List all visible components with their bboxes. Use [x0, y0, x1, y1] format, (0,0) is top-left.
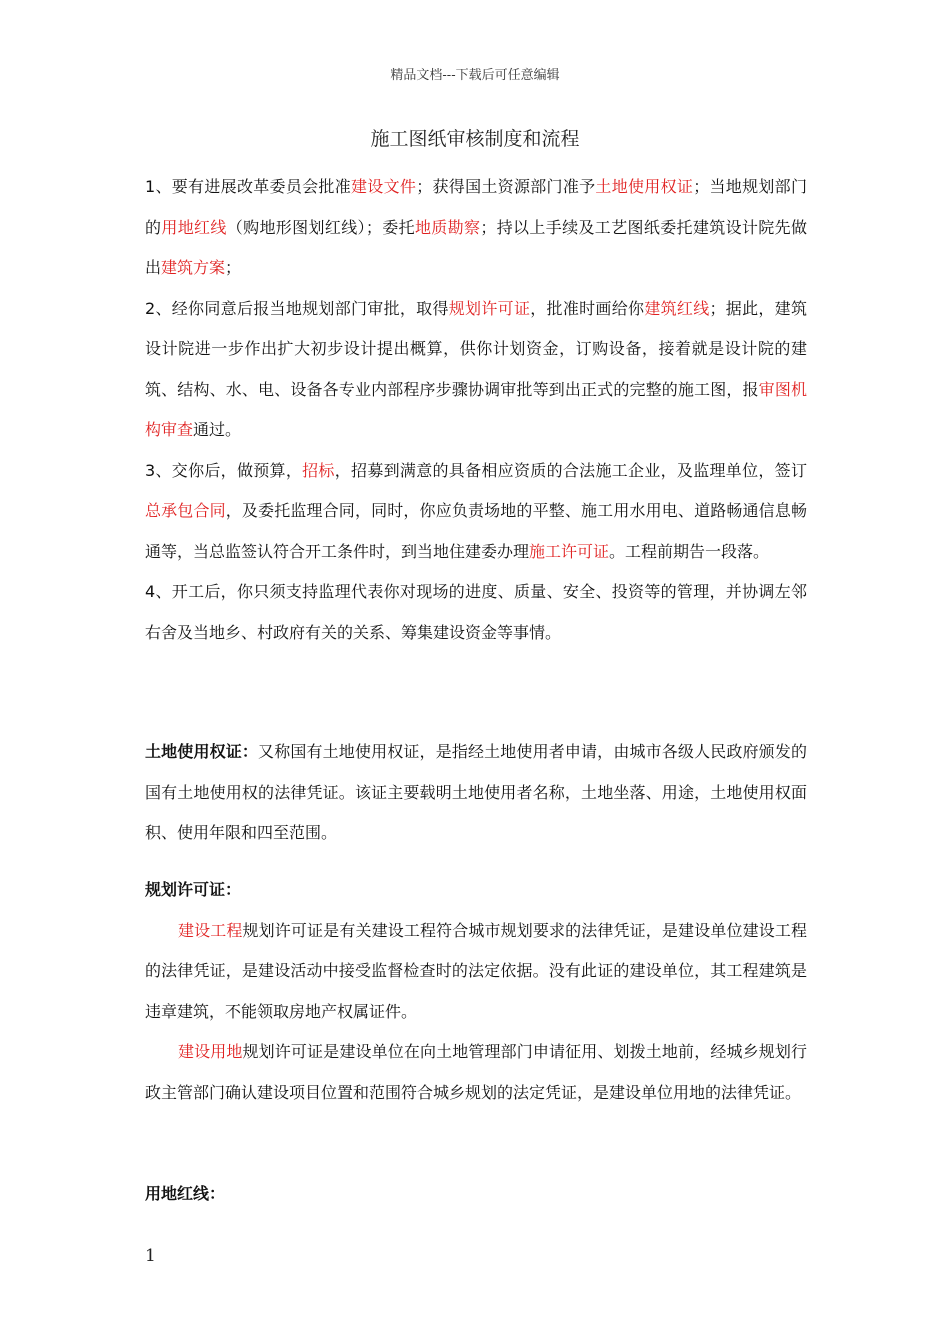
planning-permit-heading: 规划许可证： [145, 880, 242, 899]
term-construction-land: 建设用地 [178, 1042, 243, 1061]
construction-project-permit-paragraph: 建设工程规划许可证是有关建设工程符合城市规划要求的法律凭证，是建设单位建设工程的法律凭证，是建设活动中接受监督检查时的法定依据。没有此证的建设单位，其工程建筑是违章建筑，不能领取房地产权属证件。 [145, 920, 807, 1021]
term-building-redline: 建筑红线 [644, 298, 710, 318]
term-planning-permit: 规划许可证 [448, 298, 531, 318]
term-land-use-certificate: 土地使用权证 [595, 177, 694, 196]
page-number: 1 [145, 1246, 156, 1266]
term-drawing-review: 审图机构审查 [145, 379, 807, 439]
land-certificate-definition: 土地使用权证：又称国有土地使用权证，是指经土地使用者申请，由城市各级人民政府颁发的国有土地使用权的法律凭证。该证主要载明土地使用者名称，土地坐落、用途，土地使用权面积、使用年限和四至范围。 [145, 742, 807, 842]
step-2: 2、经你同意后报当地规划部门审批，取得规划许可证，批准时画给你建筑红线；据此，建筑设计院进一步作出扩大初步设计提出概算，供你计划资金，订购设备，接着就是设计院的建筑、结构、水、电、设备各专业内部程序步骤协调审批等到出正式的完整的施工图，报审图机构审查通过。 [145, 298, 807, 439]
term-construction-permit: 施工许可证 [529, 541, 610, 561]
land-certificate-section [145, 732, 807, 854]
redline-section [145, 1174, 807, 1215]
step-3: 3、交你后，做预算，招标，招募到满意的具备相应资质的合法施工企业，及监理单位，签订总承包合同，及委托监理合同，同时，你应负责场地的平整、施工用水用电、道路畅通信息畅通等，当总监签认符合开工条件时，到当地住建委办理施工许可证。工程前期告一段落。 [145, 460, 807, 561]
step-1: 1、要有进展改革委员会批准建设文件；获得国土资源部门准予土地使用权证；当地规划部门的用地红线（购地形图划红线）；委托地质勘察；持以上手续及工艺图纸委托建筑设计院先做出建筑方案； [145, 177, 807, 277]
step-4: 4、开工后，你只须支持监理代表你对现场的进度、质量、安全、投资等的管理，并协调左邻右舍及当地乡、村政府有关的关系、筹集建设资金等事情。 [145, 582, 807, 642]
term-architectural-scheme: 建筑方案 [161, 258, 226, 277]
term-construction-document: 建设文件 [351, 177, 417, 196]
planning-permit-section [145, 870, 807, 1113]
term-general-contract: 总承包合同 [145, 501, 226, 520]
construction-land-permit-paragraph: 建设用地规划许可证是建设单位在向土地管理部门申请征用、划拨土地前，经城乡规划行政主管部门确认建设项目位置和范围符合城乡规划的法定凭证，是建设单位用地的法律凭证。 [145, 1042, 807, 1102]
procedure-steps [145, 167, 807, 653]
land-certificate-label: 土地使用权证： [145, 742, 259, 761]
redline-heading: 用地红线： [145, 1184, 226, 1203]
term-bidding: 招标 [302, 460, 335, 480]
page-header: 精品文档---下载后可任意编辑 [390, 68, 560, 83]
document-title: 施工图纸审核制度和流程 [370, 128, 580, 150]
term-construction-project: 建设工程 [178, 920, 243, 940]
term-geological-survey: 地质勘察 [414, 217, 481, 237]
term-land-redline: 用地红线 [161, 217, 227, 237]
